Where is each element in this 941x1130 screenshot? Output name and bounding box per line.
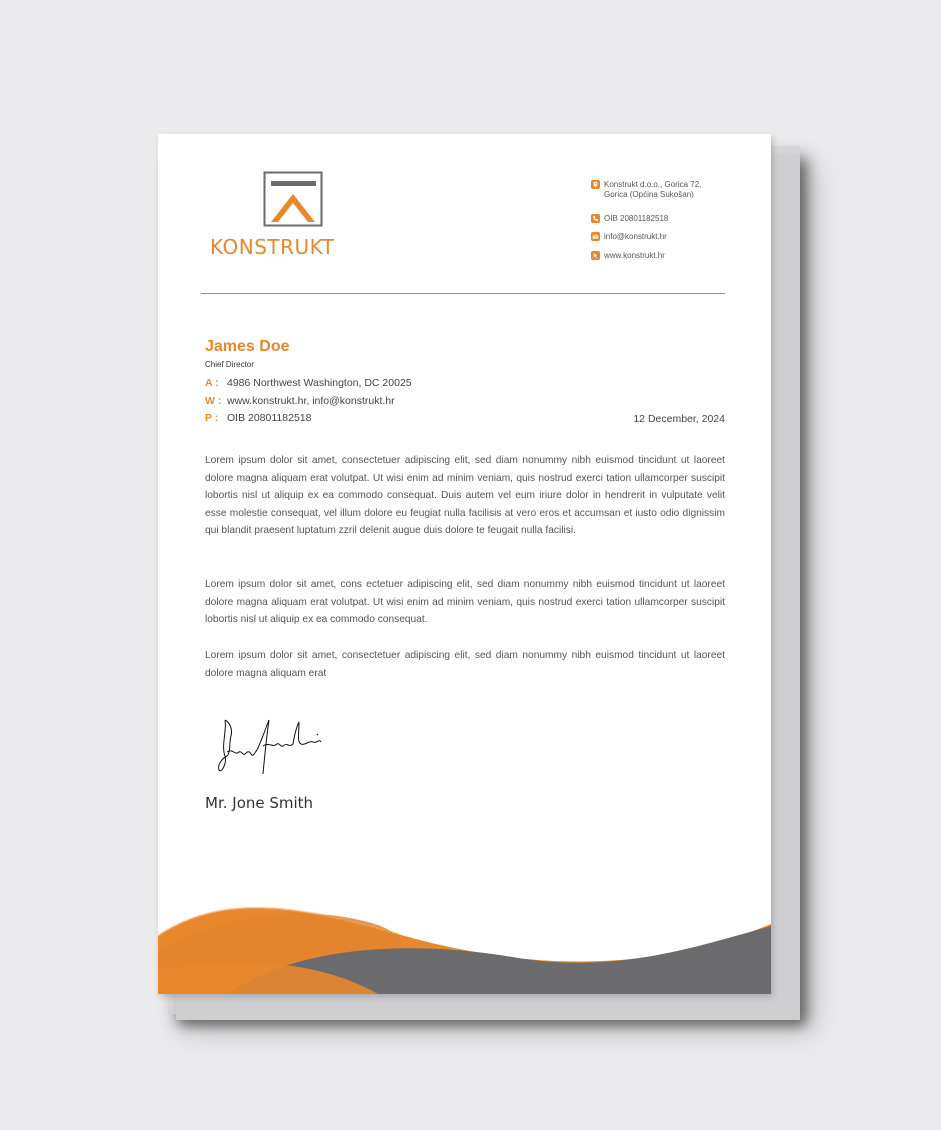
header-divider [201,293,725,294]
mail-icon [591,232,600,241]
letter-date: 12 December, 2024 [633,413,725,425]
sender-phone-line [205,412,311,424]
sender-name: James Doe [205,338,290,355]
sender-web-line [205,395,395,407]
letterhead-page [158,134,771,994]
web-label: W : [205,395,222,407]
contact-address [591,180,701,200]
contact-website[interactable] [591,251,665,261]
body-paragraph-1: Lorem ipsum dolor sit amet, consectetuer adipiscing elit, sed diam nonummy nibh euismod tincidunt ut laoreet dolore magna aliquam erat volutpat. Ut wisi enim ad minim veniam, quis nostrud exerci tation ullamcorper suscipit lobortis nisl ut aliquip ex ea commodo consequat. Duis autem vel eum iriure dolor in hendrerit in vulputate velit esse molestie consequat, vel illum dolore eu feugiat nulla facilisis at vero eros et accumsan et iusto odio dignissim qui blandit praesent luptatum zzril delenit augue duis dolore te feugait nulla facilisi. [205,455,725,537]
handwritten-signature [213,712,333,784]
sender-title: Chief Director [205,360,254,369]
company-logo-text: KONSTRUKT [210,235,335,259]
map-pin-icon [591,180,600,189]
sender-web[interactable]: www.konstrukt.hr, info@konstrukt.hr [227,395,395,407]
contact-address-text: Konstrukt d.o.o., Gorica 72, Gorica (Općina Sukošan) [604,180,702,199]
signer-name: Mr. Jone Smith [205,794,314,812]
footer-wave-decoration [158,874,771,994]
phone-label: P : [205,412,219,424]
contact-email-text[interactable]: info@konstrukt.hr [604,232,667,241]
body-paragraph-3: Lorem ipsum dolor sit amet, consectetuer adipiscing elit, sed diam nonummy nibh euismod tincidunt ut laoreet dolore magna aliquam erat [205,650,725,679]
contact-website-text[interactable]: www.konstrukt.hr [604,251,665,260]
cursor-icon [591,251,600,260]
sender-phone: OIB 20801182518 [227,412,312,424]
contact-email[interactable] [591,232,667,242]
body-paragraph-2: Lorem ipsum dolor sit amet, cons ectetuer adipiscing elit, sed diam nonummy nibh euismod tincidunt ut laoreet dolore magna aliquam erat volutpat. Ut wisi enim ad minim veniam, quis nostrud exerci tation ullamcorper suscipit lobortis nisl ut aliquip ex ea commodo consequat. [205,579,725,626]
address-label: A : [205,377,219,389]
sender-address-line [205,377,412,389]
contact-oib-text: OIB 20801182518 [604,214,669,223]
sender-address: 4986 Northwest Washington, DC 20025 [227,377,412,389]
contact-oib [591,214,668,224]
phone-icon [591,214,600,223]
